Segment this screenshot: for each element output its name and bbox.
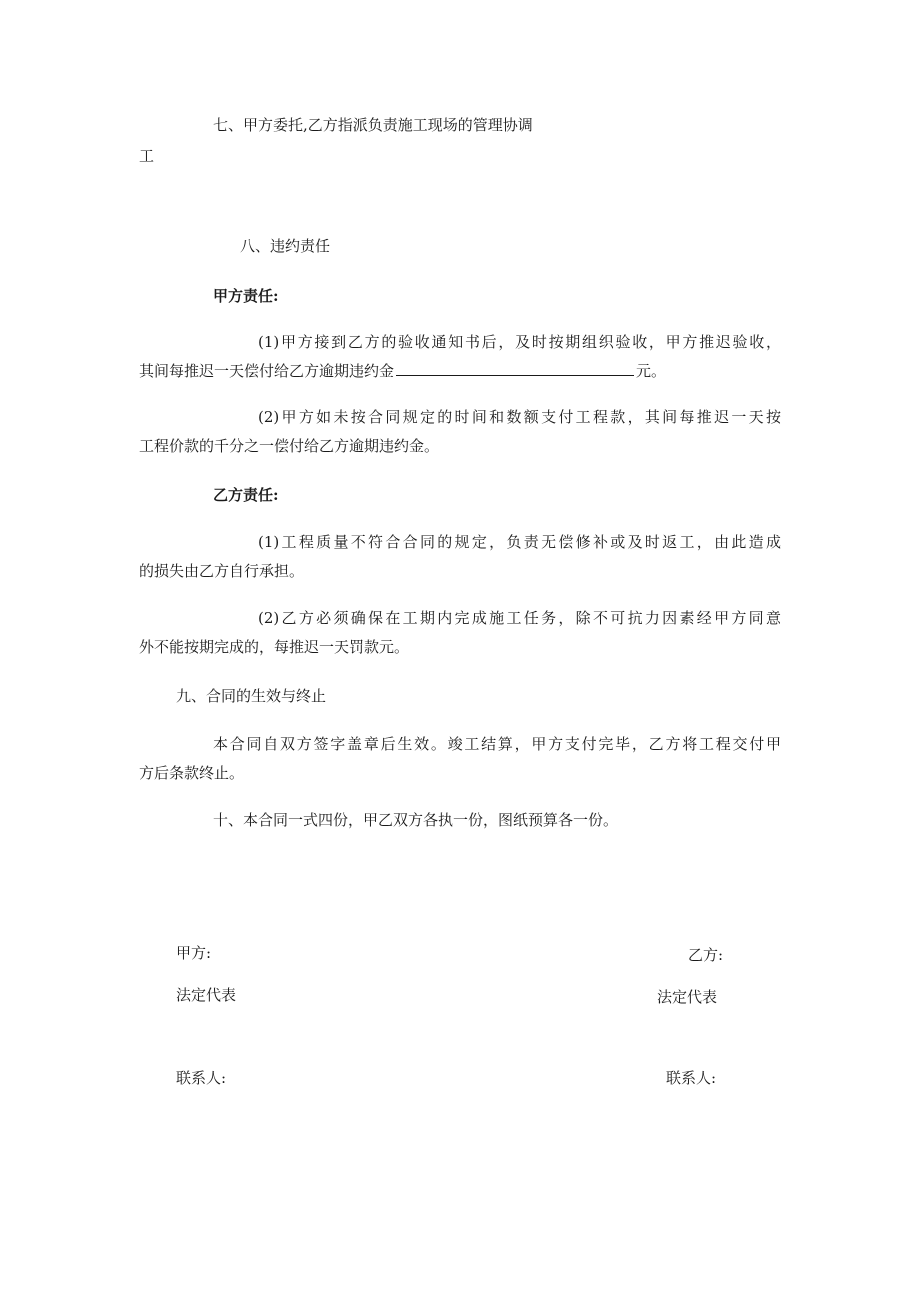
section-9-line-2: 方后条款终止。 — [139, 764, 245, 782]
party-a-contact: 联系人: — [176, 1069, 227, 1087]
party-a-item-1-prefix: 其间每推迟一天偿付给乙方逾期违约金 — [139, 362, 395, 380]
party-a-responsibility-title: 甲方责任: — [213, 287, 279, 305]
party-a-item-2-line-2: 工程价款的千分之一偿付给乙方逾期违约金。 — [139, 437, 440, 455]
party-a-item-2-line-1: (2)甲方如未按合同规定的时间和数额支付工程款，其间每推迟一天按 — [258, 408, 781, 426]
section-8-heading: 八、违约责任 — [240, 237, 331, 255]
party-b-item-2-line-1: (2)乙方必须确保在工期内完成施工任务，除不可抗力因素经甲方同意 — [258, 609, 781, 627]
party-b-legal-rep: 法定代表 — [657, 988, 718, 1006]
party-b-label: 乙方: — [688, 946, 724, 964]
section-7-line-1: 七、甲方委托,乙方指派负责施工现场的管理协调 — [213, 116, 533, 134]
party-b-item-1-line-1: (1)工程质量不符合合同的规定，负责无偿修补或及时返工，由此造成 — [258, 533, 781, 551]
section-9-line-1: 本合同自双方签字盖章后生效。竣工结算，甲方支付完毕，乙方将工程交付甲 — [213, 735, 781, 753]
party-b-responsibility-title: 乙方责任: — [213, 486, 279, 504]
party-a-item-1-suffix: 元。 — [636, 362, 667, 380]
section-7-line-2: 工 — [139, 147, 155, 165]
party-a-item-1-line-2 — [139, 363, 666, 379]
party-a-legal-rep: 法定代表 — [176, 986, 237, 1004]
section-10-line-1: 十、本合同一式四份，甲乙双方各执一份，图纸预算各一份。 — [213, 811, 619, 829]
party-a-label: 甲方: — [176, 944, 212, 962]
penalty-amount-blank — [396, 363, 634, 376]
party-b-item-1-line-2: 的损失由乙方自行承担。 — [139, 562, 305, 580]
party-b-item-2-line-2: 外不能按期完成的，每推迟一天罚款元。 — [139, 638, 410, 656]
party-b-contact: 联系人: — [666, 1069, 717, 1087]
party-a-item-1-line-1: (1)甲方接到乙方的验收通知书后，及时按期组织验收，甲方推迟验收， — [258, 333, 781, 351]
section-9-heading: 九、合同的生效与终止 — [176, 687, 327, 705]
